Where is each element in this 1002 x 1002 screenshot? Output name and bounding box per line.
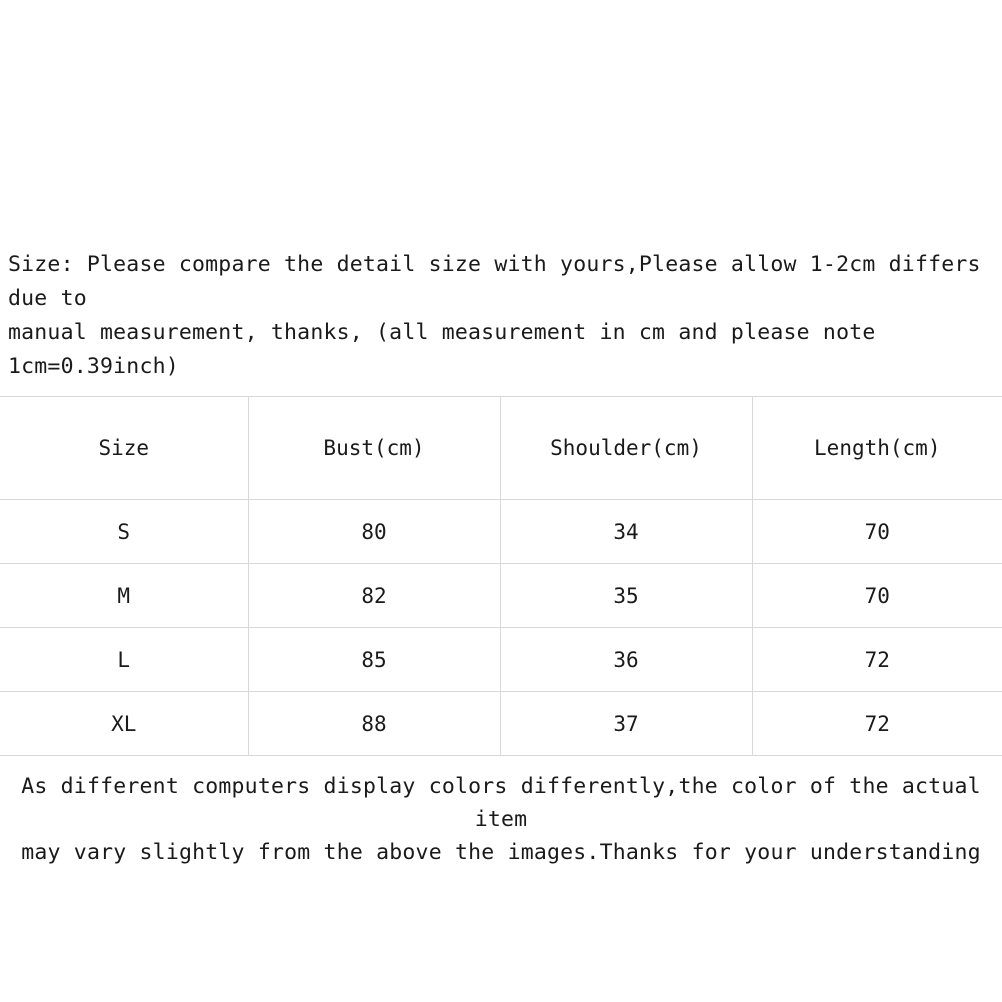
column-header-shoulder: Shoulder(cm) (500, 397, 752, 500)
table-row (0, 564, 1002, 628)
cell-bust: 80 (248, 500, 500, 564)
table-row (0, 628, 1002, 692)
cell-length: 72 (752, 692, 1002, 756)
cell-length: 72 (752, 628, 1002, 692)
cell-size: L (0, 628, 248, 692)
color-disclaimer-note (0, 756, 1002, 869)
column-header-length: Length(cm) (752, 397, 1002, 500)
cell-bust: 88 (248, 692, 500, 756)
cell-shoulder: 37 (500, 692, 752, 756)
size-chart-content (0, 248, 1002, 869)
cell-length: 70 (752, 564, 1002, 628)
size-instructions-line-1: Size: Please compare the detail size with yours,Please allow 1-2cm differs due to (8, 252, 994, 311)
cell-size: M (0, 564, 248, 628)
cell-shoulder: 36 (500, 628, 752, 692)
table-row (0, 692, 1002, 756)
column-header-size: Size (0, 397, 248, 500)
table-row (0, 500, 1002, 564)
size-instructions-line-2: manual measurement, thanks, (all measurement in cm and please note 1cm=0.39inch) (8, 320, 889, 379)
cell-size: XL (0, 692, 248, 756)
color-disclaimer-line-1: As different computers display colors differently,the color of the actual item (21, 774, 994, 832)
cell-shoulder: 35 (500, 564, 752, 628)
column-header-bust: Bust(cm) (248, 397, 500, 500)
color-disclaimer-line-2: may vary slightly from the above the images.Thanks for your understanding (21, 840, 981, 865)
cell-length: 70 (752, 500, 1002, 564)
cell-bust: 82 (248, 564, 500, 628)
size-instructions-note (0, 248, 1002, 384)
cell-shoulder: 34 (500, 500, 752, 564)
cell-size: S (0, 500, 248, 564)
size-chart-table (0, 396, 1002, 756)
table-header-row (0, 397, 1002, 500)
cell-bust: 85 (248, 628, 500, 692)
